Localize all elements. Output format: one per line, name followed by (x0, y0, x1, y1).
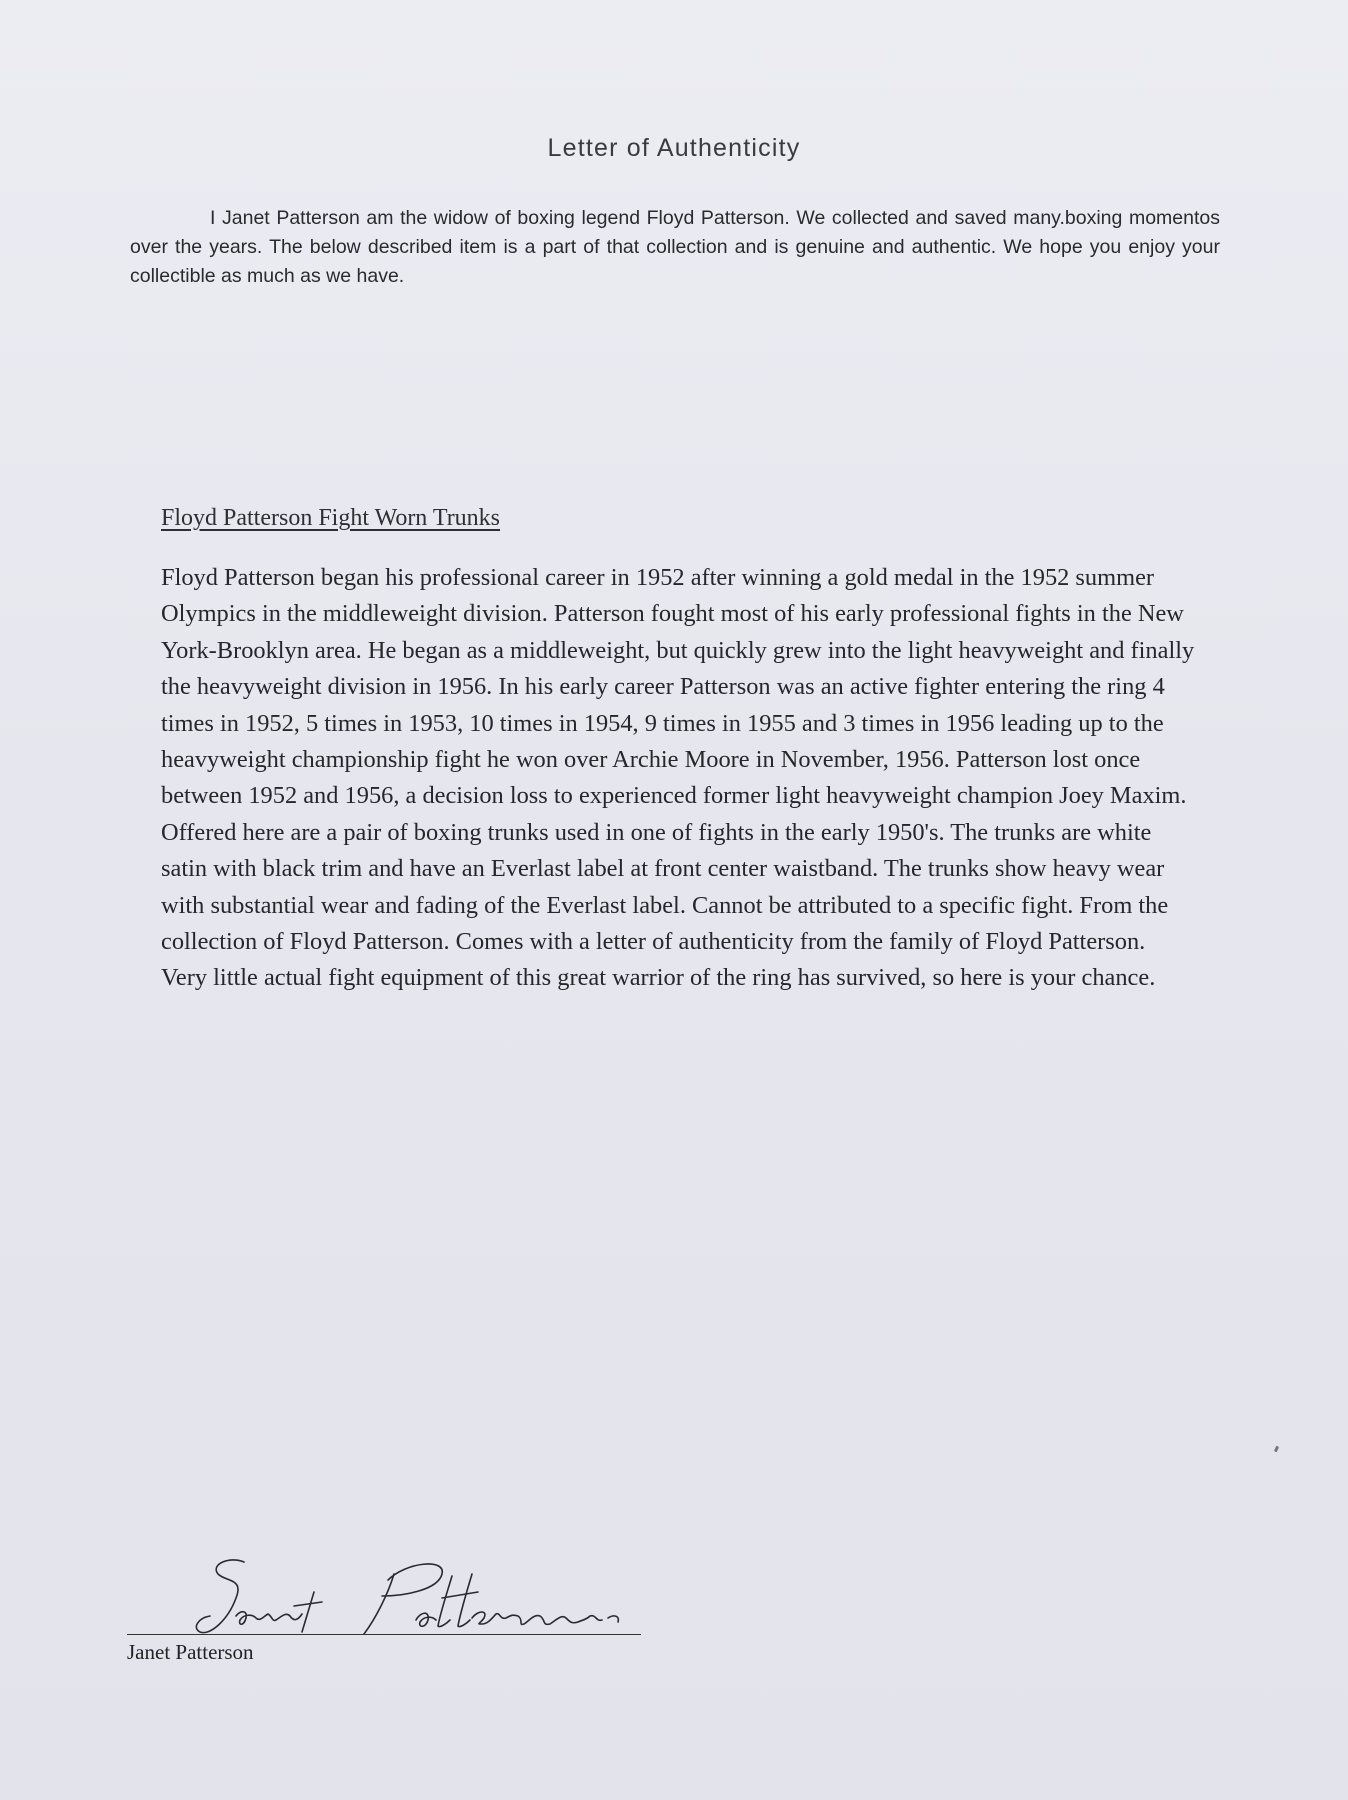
signature-line (127, 1634, 641, 1635)
letter-title: Letter of Authenticity (547, 134, 801, 162)
item-title: Floyd Patterson Fight Worn Trunks (161, 505, 501, 531)
item-description: Floyd Patterson began his professional career in 1952 after winning a gold medal in the 1952 summer Olympics in the middleweight division. Patterson fought most of his early professional fights in the New York-Brooklyn area. He began as a middleweight, but quickly grew into the light heavyweight and finally the heavyweight division in 1956. In his early career Patterson was an active fighter entering the ring 4 times in 1952, 5 times in 1953, 10 times in 1954, 9 times in 1955 and 3 times in 1956 leading up to the heavyweight championship fight he won over Archie Moore in November, 1956. Patterson lost once between 1952 and 1956, a decision loss to experienced former light heavyweight champion Joey Maxim. Offered here are a pair of boxing trunks used in one of fights in the early 1950's. The trunks are white satin with black trim and have an Everlast label at front center waistband. The trunks show heavy wear with substantial wear and fading of the Everlast label. Cannot be attributed to a specific fight. From the collection of Floyd Patterson. Comes with a letter of authenticity from the family of Floyd Patterson. Very little actual fight equipment of this great warrior of the ring has survived, so here is your chance. (161, 564, 1195, 992)
intro-paragraph: I Janet Patterson am the widow of boxing legend Floyd Patterson. We collected and saved many.boxing momentos over the years. The below described item is a part of that collection and is genuine and authentic. We hope you enjoy your collectible as much as we have. (130, 207, 1220, 287)
paper-speck (1274, 1446, 1279, 1453)
signer-name: Janet Patterson (127, 1640, 254, 1664)
